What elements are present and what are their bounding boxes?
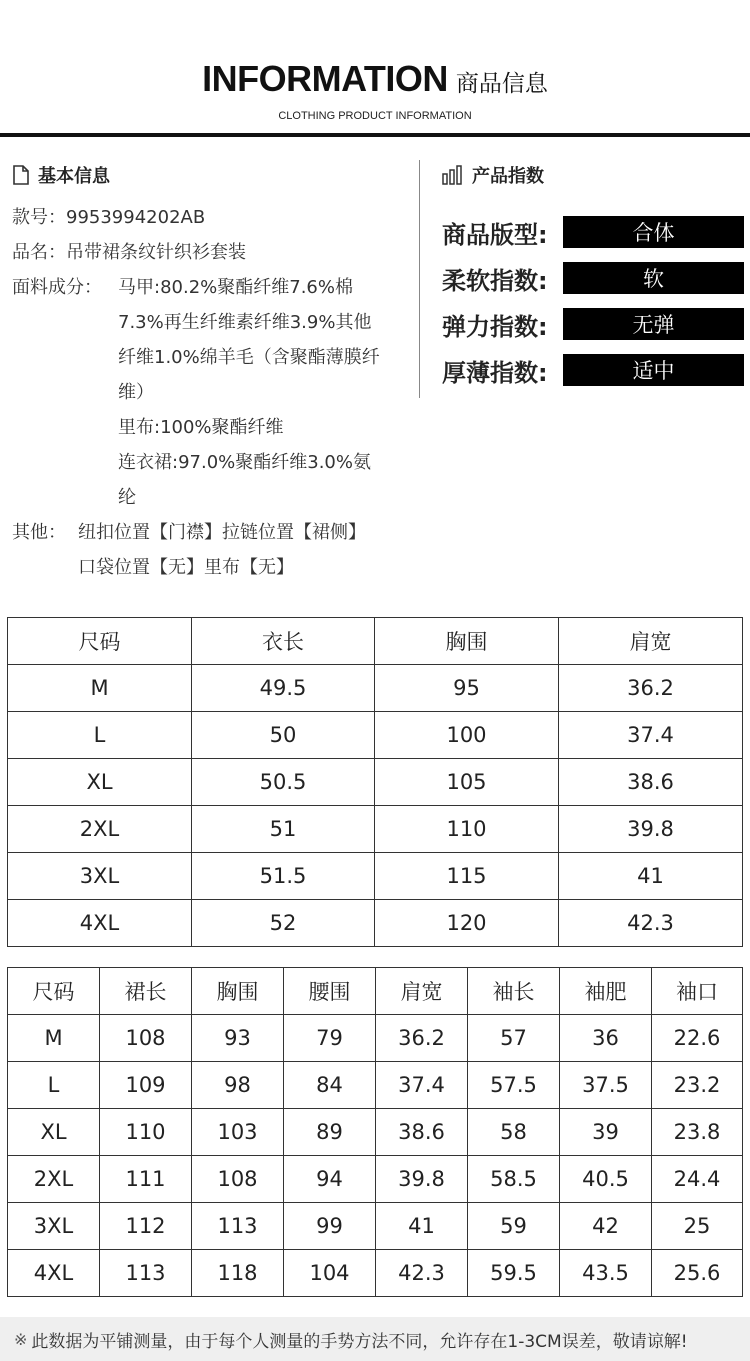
table-cell: 113 (100, 1250, 192, 1297)
table-header-cell: 肩宽 (376, 968, 468, 1015)
table-row (8, 853, 743, 900)
table-cell: L (8, 712, 192, 759)
thickness-value: 适中 (563, 354, 744, 386)
table-cell: 4XL (8, 1250, 100, 1297)
table-cell: 37.5 (560, 1062, 652, 1109)
table-cell: 23.8 (652, 1109, 743, 1156)
fit-label: 商品版型: (442, 220, 548, 249)
table-header-cell: 袖口 (652, 968, 743, 1015)
style-number-value: 9953994202AB (66, 207, 206, 228)
table-cell: 58.5 (468, 1156, 560, 1203)
table-cell: 79 (284, 1015, 376, 1062)
product-name-value: 吊带裙条纹针织衫套装 (66, 242, 246, 263)
table-cell: 43.5 (560, 1250, 652, 1297)
fabric-line: 7.3%再生纤维素纤维3.9%其他 (118, 312, 372, 333)
product-index-heading (442, 160, 744, 190)
subtitle: CLOTHING PRODUCT INFORMATION (278, 110, 472, 122)
title-chinese: 商品信息 (455, 71, 548, 97)
product-name-row (12, 235, 412, 270)
table-cell: 51 (192, 806, 375, 853)
table-cell: 22.6 (652, 1015, 743, 1062)
table-cell: 57 (468, 1015, 560, 1062)
footer-note (0, 1317, 750, 1361)
table-cell: 4XL (8, 900, 192, 947)
title-row (0, 58, 750, 100)
elasticity-value: 无弹 (563, 308, 744, 340)
table-row (8, 806, 743, 853)
table-cell: 98 (192, 1062, 284, 1109)
table-cell: 40.5 (560, 1156, 652, 1203)
table-cell: 94 (284, 1156, 376, 1203)
table-row (8, 759, 743, 806)
other-line: 纽扣位置【门襟】拉链位置【裙侧】 (78, 522, 366, 543)
table-cell: 42.3 (376, 1250, 468, 1297)
table-cell: 108 (192, 1156, 284, 1203)
table-header-cell: 胸围 (375, 618, 559, 665)
measurement-disclaimer: 此数据为平铺测量，由于每个人测量的手势方法不同，允许存在1-3CM误差，敬请谅解! (31, 1331, 688, 1352)
size-table-bottom (7, 967, 743, 1297)
fabric-lines (118, 270, 380, 515)
table-cell: 38.6 (376, 1109, 468, 1156)
table-cell: 118 (192, 1250, 284, 1297)
table-cell: 38.6 (559, 759, 743, 806)
product-name-label: 品名： (12, 242, 66, 263)
table-header-cell: 裙长 (100, 968, 192, 1015)
fabric-line: 纤维1.0%绵羊毛（含聚酯薄膜纤 (118, 347, 380, 368)
table-cell: 3XL (8, 853, 192, 900)
table-cell: L (8, 1062, 100, 1109)
fabric-label: 面料成分： (12, 277, 102, 298)
table-cell: 100 (375, 712, 559, 759)
fabric-line: 纶 (118, 487, 136, 508)
table-header-cell: 衣长 (192, 618, 375, 665)
table-cell: 110 (100, 1109, 192, 1156)
index-row-fit (442, 216, 744, 248)
table-cell: 120 (375, 900, 559, 947)
table-cell: 39 (560, 1109, 652, 1156)
basic-info-section (12, 160, 412, 585)
thickness-label: 厚薄指数: (442, 358, 548, 387)
other-info-row (12, 515, 412, 585)
table-cell: XL (8, 1109, 100, 1156)
fabric-line: 连衣裙:97.0%聚酯纤维3.0%氨 (118, 452, 371, 473)
product-index-title: 产品指数 (472, 166, 544, 187)
table-cell: 89 (284, 1109, 376, 1156)
bar-chart-icon (442, 165, 464, 185)
fabric-composition-row (12, 270, 412, 515)
header-divider (0, 133, 750, 137)
table-cell: 41 (559, 853, 743, 900)
fabric-line: 里布:100%聚酯纤维 (118, 417, 284, 438)
table-header-cell: 尺码 (8, 618, 192, 665)
table-cell: 42 (560, 1203, 652, 1250)
table-cell: 57.5 (468, 1062, 560, 1109)
fabric-line: 维） (118, 382, 154, 403)
table-header-cell: 胸围 (192, 968, 284, 1015)
elasticity-label: 弹力指数: (442, 312, 548, 341)
table-cell: 99 (284, 1203, 376, 1250)
table-row (8, 712, 743, 759)
index-row-elasticity (442, 308, 744, 340)
table-row (8, 1250, 743, 1297)
table-cell: 25 (652, 1203, 743, 1250)
table-cell: M (8, 665, 192, 712)
table-cell: 36.2 (376, 1015, 468, 1062)
softness-value: 软 (563, 262, 744, 294)
table-cell: 59 (468, 1203, 560, 1250)
table-row (8, 1203, 743, 1250)
table-row (8, 1109, 743, 1156)
table-cell: 104 (284, 1250, 376, 1297)
table-header-cell: 袖长 (468, 968, 560, 1015)
table-cell: 23.2 (652, 1062, 743, 1109)
section-divider (419, 160, 420, 398)
table-cell: 52 (192, 900, 375, 947)
table-header-cell: 肩宽 (559, 618, 743, 665)
table-cell: 50.5 (192, 759, 375, 806)
table-cell: 49.5 (192, 665, 375, 712)
table-cell: 36 (560, 1015, 652, 1062)
table-cell: M (8, 1015, 100, 1062)
table-cell: 3XL (8, 1203, 100, 1250)
table-row (8, 1156, 743, 1203)
table-cell: 37.4 (559, 712, 743, 759)
table-cell: 111 (100, 1156, 192, 1203)
table-cell: 115 (375, 853, 559, 900)
table-header-cell: 尺码 (8, 968, 100, 1015)
other-line: 口袋位置【无】里布【无】 (78, 557, 294, 578)
other-label: 其他： (12, 522, 66, 543)
page-header (0, 0, 750, 140)
table-row (8, 665, 743, 712)
index-row-thickness (442, 354, 744, 386)
fit-value: 合体 (563, 216, 744, 248)
table-header-row (8, 968, 743, 1015)
table-row (8, 1062, 743, 1109)
table-cell: 2XL (8, 1156, 100, 1203)
table-cell: 24.4 (652, 1156, 743, 1203)
product-index-section (442, 160, 744, 387)
table-cell: 42.3 (559, 900, 743, 947)
fabric-line: 马甲:80.2%聚酯纤维7.6%棉 (118, 277, 353, 298)
table-cell: 37.4 (376, 1062, 468, 1109)
table-row (8, 900, 743, 947)
table-header-cell: 腰围 (284, 968, 376, 1015)
title-english: INFORMATION (202, 58, 448, 99)
table-cell: 95 (375, 665, 559, 712)
index-row-softness (442, 262, 744, 294)
asterisk-icon: ※ (14, 1329, 28, 1349)
basic-info-title: 基本信息 (38, 166, 110, 187)
table-cell: 50 (192, 712, 375, 759)
table-cell: 110 (375, 806, 559, 853)
basic-info-heading (12, 160, 412, 190)
table-cell: 84 (284, 1062, 376, 1109)
style-number-label: 款号： (12, 207, 66, 228)
style-number-row (12, 200, 412, 235)
table-cell: 41 (376, 1203, 468, 1250)
document-icon (12, 165, 30, 185)
table-cell: 25.6 (652, 1250, 743, 1297)
table-cell: 103 (192, 1109, 284, 1156)
table-cell: 113 (192, 1203, 284, 1250)
table-cell: 112 (100, 1203, 192, 1250)
softness-label: 柔软指数: (442, 266, 548, 295)
size-table-top (7, 617, 743, 947)
table-cell: 58 (468, 1109, 560, 1156)
table-cell: 51.5 (192, 853, 375, 900)
table-cell: 59.5 (468, 1250, 560, 1297)
table-cell: 39.8 (376, 1156, 468, 1203)
table-cell: 105 (375, 759, 559, 806)
table-header-row (8, 618, 743, 665)
table-cell: 109 (100, 1062, 192, 1109)
table-cell: 36.2 (559, 665, 743, 712)
table-header-cell: 袖肥 (560, 968, 652, 1015)
table-cell: 39.8 (559, 806, 743, 853)
table-cell: 108 (100, 1015, 192, 1062)
other-lines (78, 515, 366, 585)
table-cell: 2XL (8, 806, 192, 853)
table-cell: 93 (192, 1015, 284, 1062)
table-row (8, 1015, 743, 1062)
table-cell: XL (8, 759, 192, 806)
